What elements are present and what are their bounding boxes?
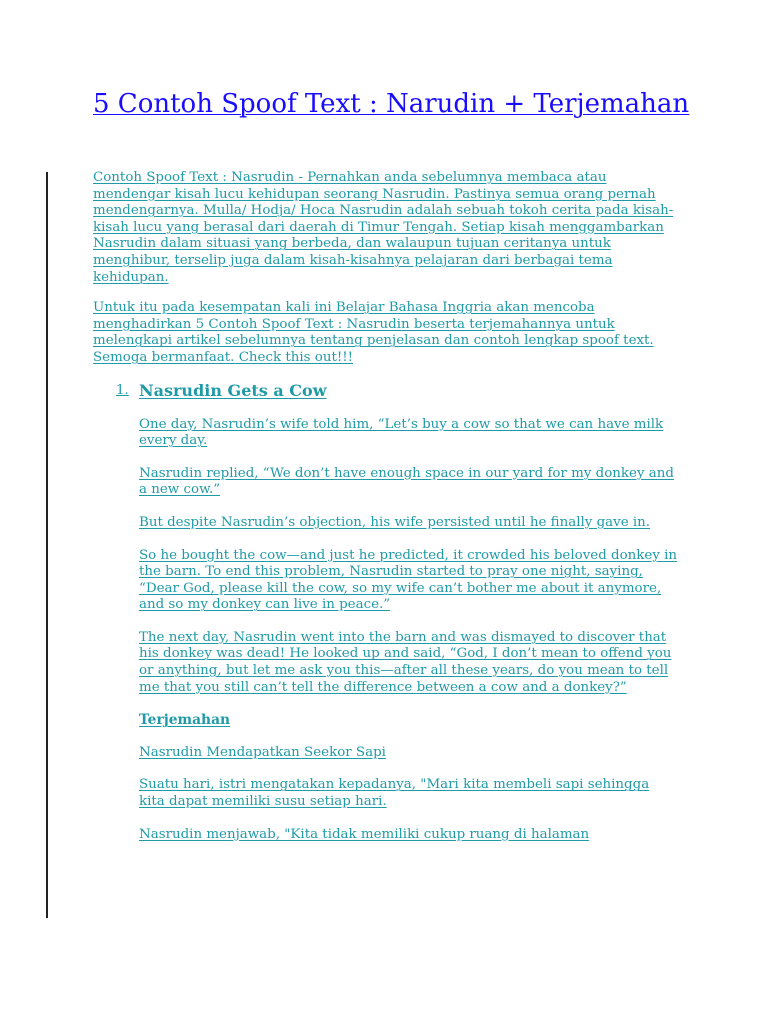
list-number: 1.: [116, 382, 129, 398]
story-paragraph-5[interactable]: The next day, Nasrudin went into the barn and was dismayed to discover that his donkey was dead! He looked up and said, “God, I don’t mean to offend you or anything, but let me ask you this—after all these years, do you mean to tell me that you still can’t tell the difference between a cow and a donkey?”: [139, 629, 672, 695]
story-paragraph-4[interactable]: So he bought the cow—and just he predicted, it crowded his beloved donkey in the barn. To end this problem, Nasrudin started to pray one night, saying, “Dear God, please kill the cow, so my wife can’t bother me about it anymore, and so my donkey can live in peace.”: [139, 547, 678, 613]
translation-paragraph-2[interactable]: Suatu hari, istri mengatakan kepadanya, "Mari kita membeli sapi sehingga kita dapat memiliki susu setiap hari.: [139, 777, 650, 810]
intro-paragraph-2[interactable]: Untuk itu pada kesempatan kali ini Belajar Bahasa Inggria akan mencoba menghadirkan 5 Contoh Spoof Text : Nasrudin beserta terjemahannya untuk melengkapi artikel sebelumnya tentang penjelasan dan contoh lengkap spoof text. Semoga bermanfaat. Check this out!!!: [93, 300, 654, 365]
translation-paragraph-1[interactable]: Nasrudin Mendapatkan Seekor Sapi: [139, 744, 386, 760]
story-paragraph-2[interactable]: Nasrudin replied, “We don’t have enough space in our yard for my donkey and a new cow.”: [139, 465, 674, 498]
list-item-1: [93, 381, 679, 844]
page-title[interactable]: [93, 88, 693, 120]
story-paragraph-3[interactable]: But despite Nasrudin’s objection, his wife persisted until he finally gave in.: [139, 514, 651, 530]
story-paragraph-1[interactable]: One day, Nasrudin’s wife told him, “Let’s buy a cow so that we can have milk every day.: [139, 416, 664, 449]
intro-paragraph-1[interactable]: Contoh Spoof Text : Nasrudin - Pernahkan anda sebelumnya membaca atau mendengar kisah lucu kehidupan seorang Nasrudin. Pastinya semua orang pernah mendengarnya. Mulla/ Hodja/ Hoca Nasrudin adalah sebuah tokoh cerita pada kisah-kisah lucu yang berasal dari daerah di Timur Tengah. Setiap kisah menggambarkan Nasrudin dalam situasi yang berbeda, dan walaupun tujuan ceritanya untuk menghibur, terselip juga dalam kisah-kisahnya pelajaran dari berbagai tema kehidupan.: [93, 170, 674, 285]
story-body: [139, 417, 679, 844]
margin-line: [46, 172, 48, 918]
translation-paragraph-3[interactable]: Nasrudin menjawab, "Kita tidak memiliki cukup ruang di halaman: [139, 826, 590, 842]
article-body: [93, 170, 679, 859]
title-link[interactable]: 5 Contoh Spoof Text : Narudin + Terjemahan: [93, 89, 690, 119]
translation-heading[interactable]: Terjemahan: [139, 712, 231, 729]
story-heading[interactable]: Nasrudin Gets a Cow: [139, 380, 327, 400]
